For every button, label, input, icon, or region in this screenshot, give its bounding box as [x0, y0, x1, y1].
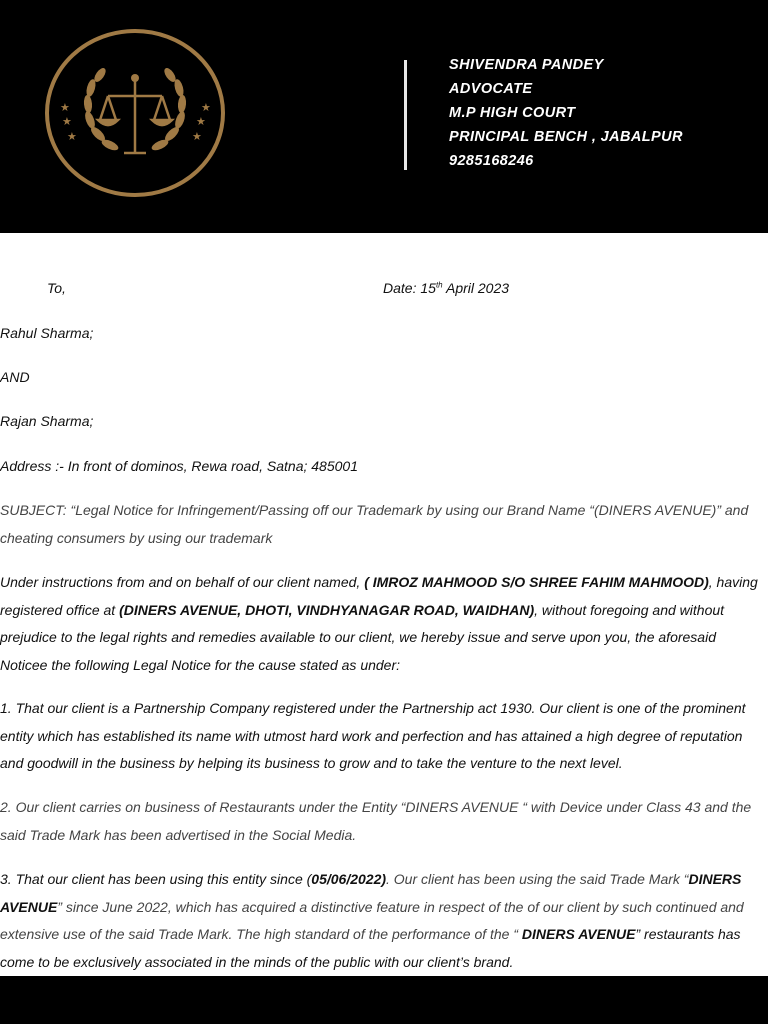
- point-2: 2. Our client carries on business of Restaurants under the Entity “DINERS AVENUE “ with Device under Class 43 and the said Trade Mark has been advertised in the Social Media.: [0, 799, 752, 843]
- client-office: (DINERS AVENUE, DHOTI, VINDHYANAGAR ROAD, WAIDHAN): [119, 601, 535, 618]
- footer-band: [0, 976, 768, 1024]
- addressee-address: Address :- In front of dominos, Rewa road, Satna; 485001: [0, 458, 358, 474]
- bench-name: PRINCIPAL BENCH , JABALPUR: [449, 129, 683, 145]
- svg-text:★: ★: [62, 115, 72, 128]
- letterhead-banner: [0, 0, 768, 233]
- svg-text:★: ★: [196, 115, 206, 128]
- point-3: 3. That our client has been using this entity since (05/06/2022). Our client has been using the said Trade Mark “DINERS AVENUE” since June 2022, which has acquired a distinctive feature in respect of the of our client by such continued and extensive use of the said Trade Mark. The high standard of the performance of the “ DINERS AVENUE” restaurants has come to be exclusively associated in the minds of the public with our client’s brand.: [0, 871, 744, 970]
- phone-number: 9285168246: [449, 153, 534, 169]
- advocate-details: [449, 53, 683, 173]
- svg-text:★: ★: [192, 130, 202, 143]
- letter-date: Date: 15th April 2023: [383, 280, 510, 296]
- header-divider: [404, 60, 407, 170]
- addressee-1: Rahul Sharma;: [0, 325, 94, 341]
- client-name: ( IMROZ MAHMOOD S/O SHREE FAHIM MAHMOOD): [364, 574, 709, 590]
- court-name: M.P HIGH COURT: [449, 105, 576, 121]
- addressee-2: Rajan Sharma;: [0, 413, 94, 429]
- subject-line: SUBJECT: “Legal Notice for Infringement/Passing off our Trademark by using our Brand Name “(DINERS AVENUE)” and cheating consumers by using our trademark: [0, 502, 749, 546]
- to-label: To,: [47, 280, 66, 296]
- svg-text:★: ★: [201, 101, 211, 114]
- advocate-title: ADVOCATE: [449, 81, 533, 97]
- scales-of-justice-logo-icon: [44, 28, 226, 198]
- advocate-name: SHIVENDRA PANDEY: [449, 57, 604, 73]
- intro-paragraph: Under instructions from and on behalf of our client named, ( IMROZ MAHMOOD S/O SHREE FAHIM MAHMOOD), having registered office at (DINERS AVENUE, DHOTI, VINDHYANAGAR ROAD, WAIDHAN), without foregoing and without prejudice to the legal rights and remedies available to our client, we hereby issue and serve upon you, the aforesaid Noticee the following Legal Notice for the cause stated as under:: [0, 574, 758, 673]
- point-1: 1. That our client is a Partnership Company registered under the Partnership act 1930. Our client is one of the prominent entity which has established its name with utmost hard work and perfection and has attained a high degree of reputation and goodwill in the business by helping its business to grow and to take the venture to the next level.: [0, 700, 746, 771]
- and-label: AND: [0, 369, 30, 385]
- svg-text:★: ★: [67, 130, 77, 143]
- svg-text:★: ★: [60, 101, 70, 114]
